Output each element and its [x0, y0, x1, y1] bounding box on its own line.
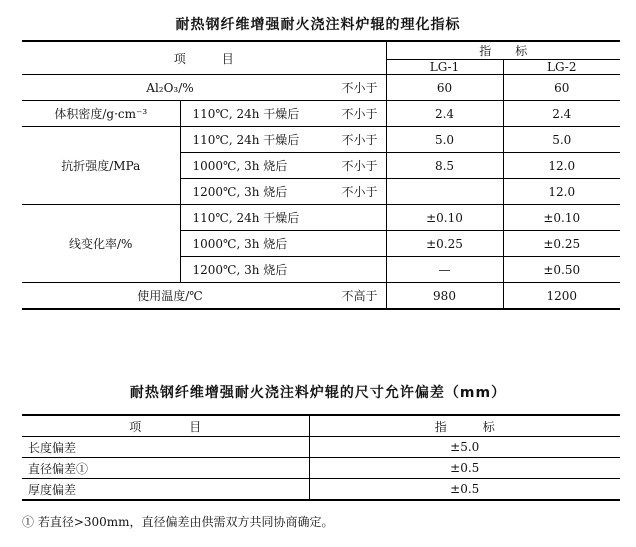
- cell-lg2: 60: [503, 75, 620, 101]
- row-label: 体积密度/g·cm⁻³: [22, 101, 180, 127]
- header-item: 项 目: [22, 415, 309, 437]
- header-lg2: LG-2: [503, 60, 620, 75]
- footnote: ① 若直径>300mm，直径偏差由供需双方共同协商确定。: [22, 515, 334, 529]
- row-condition: 不小于: [318, 75, 386, 101]
- cell-value: ±5.0: [309, 437, 620, 458]
- cell-lg1: 60: [386, 75, 503, 101]
- row-label: 厚度偏差: [22, 479, 309, 501]
- table-row: [22, 283, 620, 310]
- row-label: 使用温度/℃: [22, 283, 318, 310]
- cell-lg2: ±0.10: [503, 205, 620, 231]
- table2-title: 耐热钢纤维增强耐火浇注料炉辊的尺寸允许偏差（mm）: [129, 385, 507, 401]
- table1-title: 耐热钢纤维增强耐火浇注料炉辊的理化指标: [175, 17, 461, 33]
- row-subcondition: 110℃, 24h 干燥后: [180, 205, 386, 231]
- properties-table: [22, 40, 620, 310]
- cell-lg1: —: [386, 257, 503, 283]
- cell-lg1: [386, 179, 503, 205]
- cell-lg1: ±0.25: [386, 231, 503, 257]
- header-row: [22, 41, 620, 60]
- row-subcondition: 110℃, 24h 干燥后: [180, 101, 318, 127]
- cell-value: ±0.5: [309, 479, 620, 501]
- header-lg1: LG-1: [386, 60, 503, 75]
- table-row: [22, 75, 620, 101]
- table-row: [22, 479, 620, 501]
- row-subcondition: 1200℃, 3h 烧后: [180, 179, 318, 205]
- table-row: [22, 127, 620, 153]
- cell-lg2: 12.0: [503, 153, 620, 179]
- cell-lg1: ±0.10: [386, 205, 503, 231]
- cell-lg2: ±0.50: [503, 257, 620, 283]
- cell-lg2: ±0.25: [503, 231, 620, 257]
- row-label: 线变化率/%: [22, 205, 180, 283]
- table-row: [22, 437, 620, 458]
- cell-lg1: 8.5: [386, 153, 503, 179]
- table-row: [22, 458, 620, 479]
- row-condition: 不小于: [318, 179, 386, 205]
- header-row: [22, 415, 620, 437]
- header-index: 指 标: [309, 415, 620, 437]
- cell-lg2: 5.0: [503, 127, 620, 153]
- tolerance-table: [22, 414, 620, 501]
- table-row: [22, 101, 620, 127]
- row-subcondition: 1000℃, 3h 烧后: [180, 153, 318, 179]
- cell-lg1: 2.4: [386, 101, 503, 127]
- row-condition: 不小于: [318, 127, 386, 153]
- row-label: 抗折强度/MPa: [22, 127, 180, 205]
- row-condition: 不高于: [318, 283, 386, 310]
- row-label: 直径偏差①: [22, 458, 309, 479]
- row-subcondition: 1200℃, 3h 烧后: [180, 257, 386, 283]
- cell-lg2: 12.0: [503, 179, 620, 205]
- table-row: [22, 205, 620, 231]
- row-condition: 不小于: [318, 153, 386, 179]
- cell-lg1: 980: [386, 283, 503, 310]
- row-subcondition: 110℃, 24h 干燥后: [180, 127, 318, 153]
- header-index: 指 标: [386, 41, 620, 60]
- row-label: Al₂O₃/%: [22, 75, 318, 101]
- row-subcondition: 1000℃, 3h 烧后: [180, 231, 386, 257]
- cell-lg2: 1200: [503, 283, 620, 310]
- cell-lg1: 5.0: [386, 127, 503, 153]
- header-item: 项 目: [22, 41, 386, 75]
- cell-value: ±0.5: [309, 458, 620, 479]
- cell-lg2: 2.4: [503, 101, 620, 127]
- row-condition: 不小于: [318, 101, 386, 127]
- row-label: 长度偏差: [22, 437, 309, 458]
